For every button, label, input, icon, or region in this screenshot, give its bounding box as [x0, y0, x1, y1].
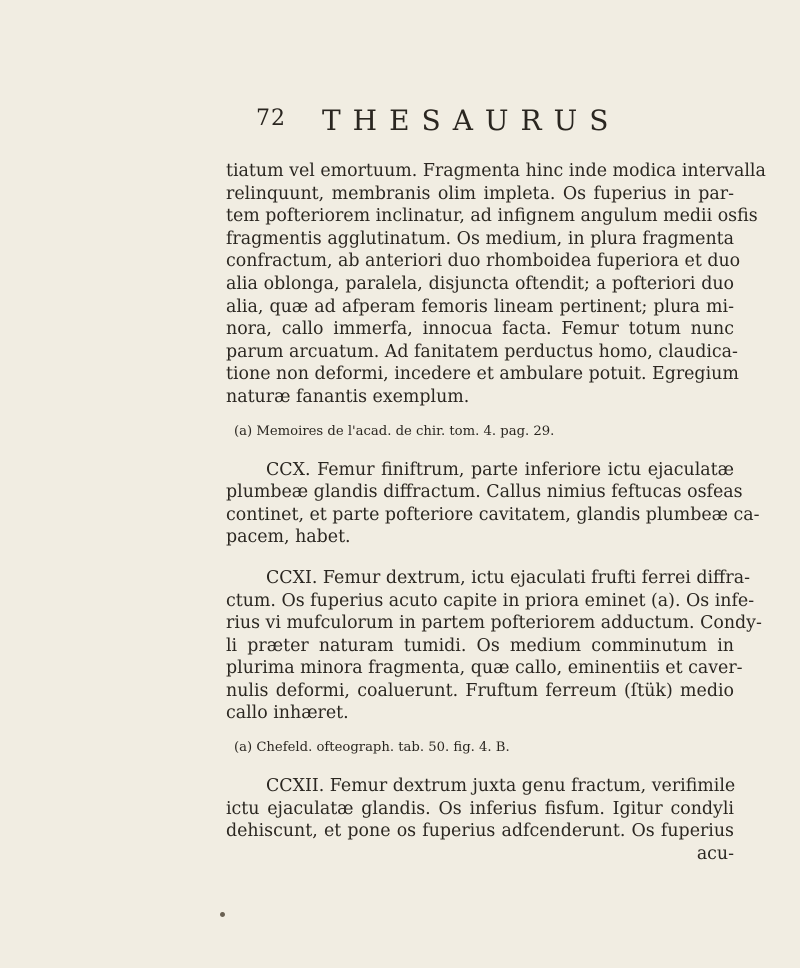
text-line: nora, callo immerfa, innocua facta. Femur totum nunc	[226, 319, 734, 340]
paragraph-ccx	[226, 459, 760, 549]
text-line: naturæ fanantis exemplum.	[226, 386, 470, 407]
text-line: CCXII. Femur dextrum juxta genu fractum, verifimile	[266, 776, 736, 797]
text-line: rius vi mufculorum in partem pofteriorem adductum. Condy-	[226, 613, 762, 634]
text-line: tione non deformi, incedere et ambulare potuit. Egregium	[226, 364, 739, 385]
text-line: fragmentis agglutinatum. Os medium, in plura fragmenta	[226, 228, 734, 249]
paragraph-intro	[226, 160, 766, 409]
paragraph-ccxii	[226, 775, 734, 865]
text-line: continet, et parte pofteriore cavitatem, glandis plumbeæ ca-	[226, 504, 760, 525]
page-number: 72	[256, 106, 286, 131]
text-line: confractum, ab anteriori duo rhomboidea fuperiora et duo	[226, 251, 741, 272]
paragraph-ccxi	[226, 567, 762, 725]
body-text	[226, 160, 766, 865]
text-line: CCXI. Femur dextrum, ictu ejaculati frufti ferrei diffra-	[266, 567, 750, 588]
ink-spot	[220, 912, 225, 917]
text-line: pacem, habet.	[226, 527, 351, 548]
text-line: plumbeæ glandis diffractum. Callus nimius feftucas osfeas	[226, 482, 743, 503]
catchword: acu-	[696, 843, 734, 864]
text-line: alia, quæ ad afperam femoris lineam pertinent; plura mi-	[226, 296, 734, 317]
text-line: CCX. Femur finiftrum, parte inferiore ictu ejaculatæ	[266, 459, 734, 480]
text-line: nulis deformi, coaluerunt. Fruftum ferreum (ſtük) medio	[226, 680, 734, 701]
page-header	[256, 104, 696, 144]
text-line: ictu ejaculatæ glandis. Os inferius fisfum. Igitur condyli	[226, 798, 734, 819]
text-line: parum arcuatum. Ad fanitatem perductus homo, claudica-	[226, 341, 738, 362]
text-line: alia oblonga, paralela, disjuncta oftendit; a pofteriori duo	[226, 273, 734, 294]
text-line: li præter naturam tumidi. Os medium comminutum in	[226, 635, 734, 656]
text-line: callo inhæret.	[226, 703, 349, 724]
footnote: (a) Chefeld. ofteograph. tab. 50. fig. 4. B.	[234, 740, 510, 756]
text-line: tiatum vel emortuum. Fragmenta hinc inde modica intervalla	[226, 161, 766, 181]
text-line: dehiscunt, et pone os fuperius adfcenderunt. Os fuperius	[226, 821, 734, 842]
footnote: (a) Memoires de l'acad. de chir. tom. 4. pag. 29.	[234, 423, 555, 439]
running-title: THESAURUS	[322, 104, 621, 137]
text-line: relinquunt, membranis olim impleta. Os fuperius in par-	[226, 183, 734, 204]
text-line: ctum. Os fuperius acuto capite in priora eminet (a). Os infe-	[226, 590, 755, 611]
text-line: tem pofteriorem inclinatur, ad infignem angulum medii osfis	[226, 206, 758, 227]
text-line: plurima minora fragmenta, quæ callo, eminentiis et caver-	[226, 658, 743, 679]
